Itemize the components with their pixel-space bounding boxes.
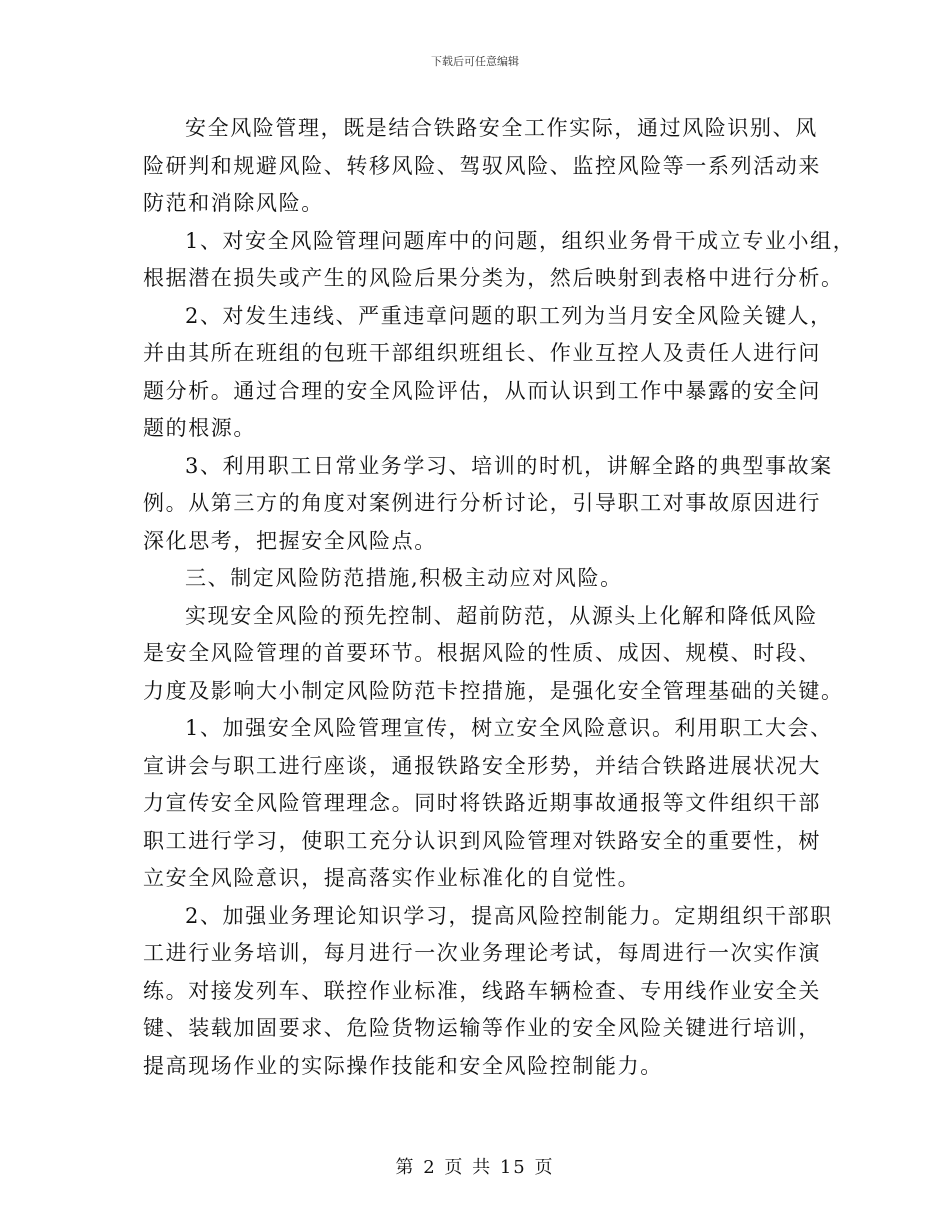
header-text: 下载后可任意编辑 [431,55,519,68]
section-heading [143,560,815,598]
text-line: 深化思考，把握安全风险点。 [143,528,437,553]
paragraph [143,710,833,898]
paragraph [143,598,844,711]
text-line: 力宣传安全风险管理理念。同时将铁路近期事故通报等文件组织干部 [143,791,821,815]
text-line: 职工进行学习，使职工充分认识到风险管理对铁路安全的重要性，树 [143,828,821,853]
text-line: 宣讲会与职工进行座谈，通报铁路安全形势，并结合铁路进展状况大 [143,753,821,778]
text-line: 题的根源。 [143,416,256,440]
text-line: 3、利用职工日常业务学习、培训的时机，讲解全路的典型事故案 [185,453,833,478]
text-line: 练。对接发列车、联控作业标准，线路车辆检查、专用线作业安全关 [143,978,821,1003]
text-line: 险研判和规避风险、转移风险、驾驭风险、监控风险等一系列活动来 [143,153,821,178]
text-line: 1、加强安全风险管理宣传，树立安全风险意识。利用职工大会、 [185,716,833,740]
text-line: 题分析。通过合理的安全风险评估，从而认识到工作中暴露的安全问 [143,378,821,403]
page-header [0,53,950,69]
text-line: 1、对安全风险管理问题库中的问题，组织业务骨干成立专业小组， [185,228,856,253]
text-line: 立安全风险意识，提高落实作业标准化的自觉性。 [143,866,641,890]
document-body [143,110,856,1085]
paragraph [143,223,856,298]
text-line: 是安全风险管理的首要环节。根据风险的性质、成因、规模、时段、 [143,641,821,665]
text-line: 例。从第三方的角度对案例进行分析讨论，引导职工对事故原因进行 [143,491,821,515]
paragraph [143,298,833,448]
text-line: 实现安全风险的预先控制、超前防范，从源头上化解和降低风险 [185,603,818,628]
page-number: 第 2 页 共 15 页 [395,1157,555,1178]
text-line: 工进行业务培训，每月进行一次业务理论考试，每周进行一次实作演 [143,941,821,965]
text-line: 2、加强业务理论知识学习，提高风险控制能力。定期组织干部职 [185,903,833,928]
text-line: 根据潜在损失或产生的风险后果分类为，然后映射到表格中进行分析。 [143,266,844,290]
text-line: 安全风险管理，既是结合铁路安全工作实际，通过风险识别、风 [185,116,818,140]
text-line: 力度及影响大小制定风险防范卡控措施，是强化安全管理基础的关键。 [143,678,844,703]
paragraph [143,448,833,561]
text-line: 并由其所在班组的包班干部组织班组长、作业互控人及责任人进行问 [143,341,821,365]
text-line: 三、制定风险防范措施,积极主动应对风险。 [185,566,623,590]
text-line: 防范和消除风险。 [143,191,324,215]
text-line: 提高现场作业的实际操作技能和安全风险控制能力。 [143,1053,663,1078]
text-line: 键、装载加固要求、危险货物运输等作业的安全风险关键进行培训， [143,1016,821,1040]
page-footer [0,1153,950,1179]
paragraph [143,898,833,1086]
paragraph [143,110,821,223]
text-line: 2、对发生违线、严重违章问题的职工列为当月安全风险关键人， [185,303,833,328]
